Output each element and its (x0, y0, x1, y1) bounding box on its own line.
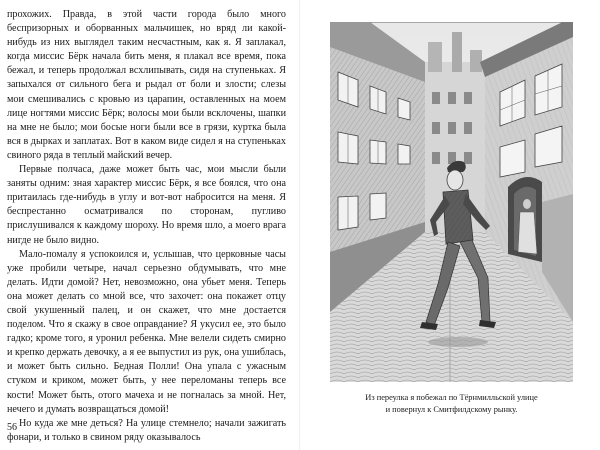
pencil-illustration (330, 22, 573, 382)
caption-line: и повернул к Смитфилдскому рынку. (385, 405, 518, 414)
paragraph: Первые полчаса, даже может быть час, мои мысли были заняты одним: зная характер миссис Бёрк, я все боялся, что она притаилась где-нибудь в углу и вот-вот набросится на меня. Я беспрестанно осматривался по сторонам, пугливо прислушивался к каждому шороху. Но время шло, а моего врага нигде не было видно. (7, 164, 286, 246)
paragraph: Но куда же мне деться? На улице стемнело; начали зажигать фонари, и только в свином ряду оказывалось (7, 417, 286, 443)
right-page (300, 0, 600, 450)
paragraph: прохожих. Правда, в этой части города было много беспризорных и оборванных мальчишек, но вряд ли какой-нибудь из них выглядел таким несчастным, как я. Я заплакал, когда миссис Бёрк начала бить меня, я плакал все время, пока бежал, и теперь продолжал всхлипывать, сидя на ступеньках. Я запыхался от сильного бега и рыдал от боли и злости; слезы мои смешивались с кровью из царапин, оставленных на моем лице ногтями миссис Бёрк; волосы мои были всклочены, шапки на мне не было; мои босые ноги были все в грязи, куртка была вся в дырках и заплатах. Вот в каком виде сидел я на ступеньках свиного ряда в теплый майский вечер. (7, 9, 286, 161)
paragraph: Мало-помалу я успокоился и, услышав, что церковные часы уже пробили четыре, начал серьезно обдумывать, что мне делать. Идти домой? Нет, невозможно, она убьет меня. Теперь она может делать со мной все, что захочет: она покажет отцу свой укушенный палец, и он скажет, что мне достается поделом. Что я скажу в свое оправдание? Я укусил ее, это было гадко; кроме того, я уронил ребенка. Мне велели сидеть смирно и крепко держать девочку, а я ее выпустил из рук, она ушиблась, и может быть сильно. Бедная Полли! Она упала с ужасным стуком и криком, может быть, у нее переломаны теперь все кости! Может быть, отого мачеха и не погналась за мной. Нет, нечего и думать возвращаться домой! (7, 248, 286, 415)
page-number: 56 (7, 422, 17, 433)
illustration-caption (330, 392, 573, 416)
caption-line: Из переулка я побежал по Тёрнмилльской улице (365, 393, 538, 402)
street-scene-drawing (330, 22, 573, 382)
body-text (7, 8, 286, 445)
